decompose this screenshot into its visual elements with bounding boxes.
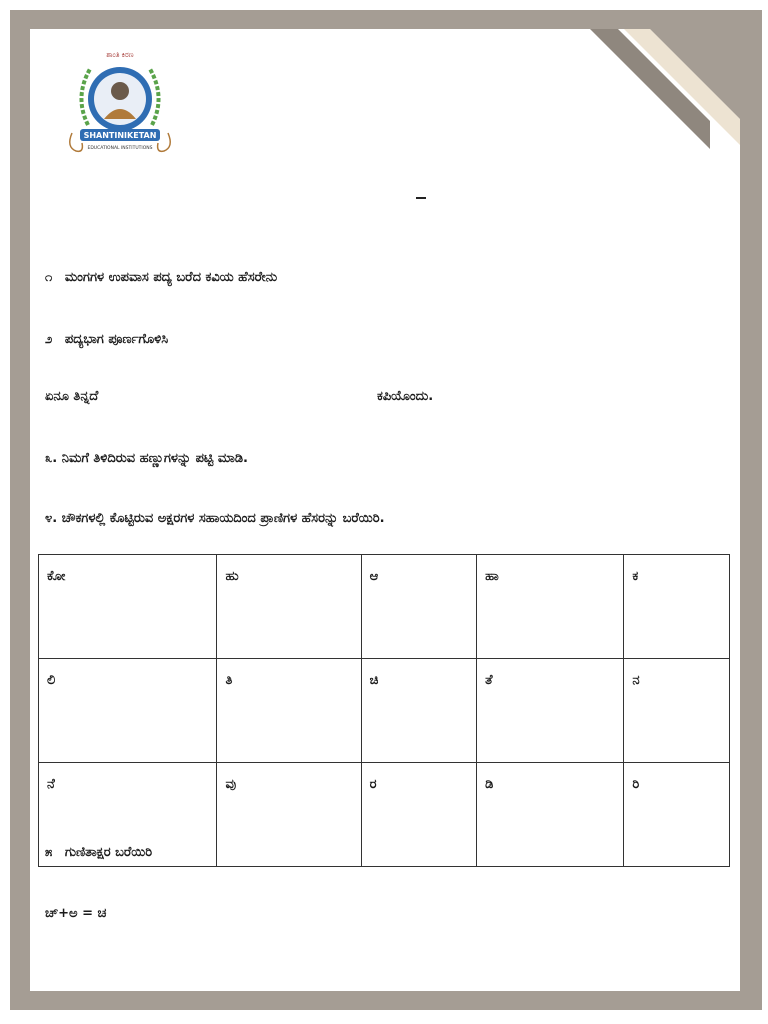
- question-5: [45, 844, 152, 862]
- question-text: ೪. ಚೌಕಗಳಲ್ಲಿ ಕೊಟ್ಟಿರುವ ಅಕ್ಷರಗಳ ಸಹಾಯದಿಂದ ಪ್ರಾಣಿಗಳ ಹೆಸರನ್ನು ಬರೆಯಿರಿ.: [45, 511, 385, 526]
- question-text: ಮಂಗಗಳ ಉಪವಾಸ ಪದ್ಯ ಬರೆದ ಕವಿಯ ಹೆಸರೇನು: [64, 270, 278, 285]
- grid-cell: ಡಿ: [477, 763, 624, 867]
- question-2: [45, 331, 168, 349]
- logo-top-text: ಶಾಂತಿ ಕಿರಣ: [106, 51, 134, 59]
- worksheet-page: [30, 29, 740, 991]
- question-text: ಗುಣಿತಾಕ್ಷರ ಬರೆಯಿರಿ: [64, 845, 153, 860]
- question-number: ೫: [45, 845, 53, 860]
- grid-cell: ಹು: [217, 555, 361, 659]
- logo-sub-text: EDUCATIONAL INSTITUTIONS: [87, 146, 153, 151]
- question-text: ಪದ್ಯಭಾಗ ಪೂರ್ಣಗೊಳಿಸಿ: [64, 332, 169, 347]
- logo-band-text: SHANTINIKETAN: [83, 131, 157, 140]
- grid-cell: ಚಿ: [361, 659, 477, 763]
- title-dash: [416, 197, 426, 199]
- question-3: [45, 450, 248, 468]
- grid-cell: ತೆ: [477, 659, 624, 763]
- school-logo: [66, 47, 174, 157]
- question-text: ೩. ನಿಮಗೆ ತಿಳಿದಿರುವ ಹಣ್ಣುಗಳನ್ನು ಪಟ್ಟಿ ಮಾಡಿ.: [45, 451, 248, 466]
- letter-grid: [38, 554, 730, 867]
- grid-cell: ಹಾ: [477, 555, 624, 659]
- grid-cell: ವು: [217, 763, 361, 867]
- page-corner-decoration: [590, 29, 740, 179]
- question-number: ೧: [45, 270, 53, 285]
- poem-completion-line: [45, 389, 445, 407]
- grid-cell: ನ: [624, 659, 730, 763]
- question-number: ೨: [45, 332, 53, 347]
- poem-line-start: ಏನೂ ತಿನ್ನದೆ: [45, 389, 99, 404]
- grid-cell: ತಿ: [217, 659, 361, 763]
- grid-row: [39, 555, 730, 659]
- grid-cell: ರಿ: [624, 763, 730, 867]
- gunitakshara-example: ಚ್+ಅ = ಚ: [45, 906, 107, 921]
- poem-line-end: ಕಪಿಯೊಂದು.: [377, 389, 434, 404]
- grid-cell: ಲಿ: [39, 659, 217, 763]
- grid-cell: ಕೋ: [39, 555, 217, 659]
- grid-cell: ನೆ: [39, 763, 217, 867]
- question-4: [45, 510, 385, 528]
- grid-cell: ಕ: [624, 555, 730, 659]
- grid-cell: ರ: [361, 763, 477, 867]
- question-1: [45, 269, 277, 287]
- grid-cell: ಆ: [361, 555, 477, 659]
- grid-row: [39, 659, 730, 763]
